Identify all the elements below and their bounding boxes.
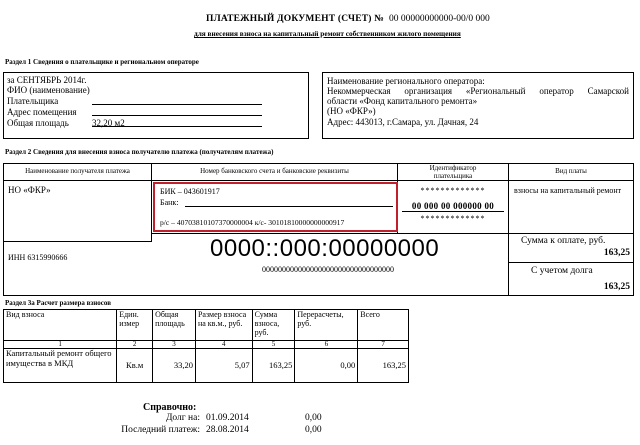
section1-title: Раздел 1 Сведения о плательщике и региональном операторе [5, 58, 199, 66]
barcode-code: 0000::000:00000000 [210, 235, 440, 262]
area-label: Общая площадь [7, 118, 69, 128]
recipient-header: Наименование получателя платежа [25, 167, 130, 175]
col-number: 7 [358, 341, 409, 349]
col-header-total: Всего [358, 310, 409, 341]
col-number: 1 [4, 341, 117, 349]
row-area: 33,20 [153, 349, 196, 383]
col-number: 3 [153, 341, 196, 349]
col-number: 5 [252, 341, 295, 349]
area-underline [92, 126, 262, 127]
amount-bottom-line [508, 262, 634, 263]
payer-fio-label: ФИО (наименование) [7, 85, 90, 95]
row-rate: 5,07 [195, 349, 252, 383]
operator-line4: (НО «ФКР») [327, 106, 376, 116]
reference-title: Справочно: [143, 402, 197, 413]
col-header-unit: Един. измер [117, 310, 153, 341]
section3-title: Раздел 3а Расчет размера взносов [5, 299, 111, 307]
identifier-stars-bottom: ************* [420, 214, 486, 223]
col-header-type: Вид взноса [4, 310, 117, 341]
document-title [206, 14, 384, 24]
calc-table [3, 309, 409, 383]
col-header-sum: Сумма взноса, руб. [252, 310, 295, 341]
row-unit: Кв.м [117, 349, 153, 383]
row-recalc: 0,00 [295, 349, 358, 383]
barcode-small-code: 000000000000000000000000000000000 [262, 265, 394, 274]
payer-label: Плательщика [7, 96, 59, 106]
col-header-area: Общая площадь [153, 310, 196, 341]
row-total: 163,25 [358, 349, 409, 383]
section2-col3-line [508, 163, 509, 296]
bank-account: р/с – 40703810107370000004 к/с- 30101810000000000917 [160, 218, 345, 227]
bank-label: Банк: [160, 198, 179, 207]
row-sum: 163,25 [252, 349, 295, 383]
address-label: Адрес помещения [7, 107, 77, 117]
col-number: 6 [295, 341, 358, 349]
col-header-rate: Размер взноса на кв.м., руб. [195, 310, 252, 341]
debt-label: С учетом долга [531, 266, 593, 276]
identifier-value: 00 000 00 000000 00 [411, 201, 495, 211]
identifier-underline [402, 211, 504, 212]
area-value: 32,20 м2 [92, 118, 125, 128]
amount-value: 163,25 [603, 248, 630, 258]
bank-bik: БИК – 043601917 [160, 187, 220, 196]
document-subtitle: для внесения взноса на капитальный ремонт собственником жилого помещения [194, 29, 461, 38]
document-number: 00 00000000000-00/0 000 [389, 14, 490, 24]
reference-debt-label: Долг на: [165, 413, 200, 423]
recipient-name: НО «ФКР» [8, 185, 51, 195]
section2-mid-line [151, 233, 508, 234]
col-number: 2 [117, 341, 153, 349]
reference-last-date: 28.08.2014 [206, 425, 249, 435]
payer-underline [92, 104, 262, 105]
payer-period: за СЕНТЯБРЬ 2014г. [7, 75, 87, 85]
row-name: Капитальный ремонт общего имущества в МКД [4, 349, 117, 383]
identifier-header: Идентификатор плательщика [429, 164, 477, 180]
section2-header-line [3, 180, 634, 181]
amount-top-line [508, 233, 634, 234]
col-header-recalc: Перерасчеты, руб. [295, 310, 358, 341]
amount-label: Сумма к оплате, руб. [521, 236, 606, 246]
identifier-stars-top: ************* [420, 186, 486, 195]
reference-debt-value: 0,00 [305, 413, 322, 423]
reference-last-value: 0,00 [305, 425, 322, 435]
section2-lower-line [3, 241, 152, 242]
col-number: 4 [195, 341, 252, 349]
debt-value: 163,25 [603, 282, 630, 292]
reference-debt-date: 01.09.2014 [206, 413, 249, 423]
section2-title: Раздел 2 Сведения для внесения взноса получателю платежа (получателям платежа) [5, 148, 274, 156]
type-header: Вид платы [555, 167, 587, 175]
payment-type: взносы на капитальный ремонт [514, 186, 622, 195]
reference-last-label: Последний платеж: [121, 425, 200, 435]
recipient-inn: ИНН 6315990666 [8, 253, 68, 262]
address-underline [92, 115, 262, 116]
bank-header: Номер банковского счета и банковские реквизиты [200, 167, 349, 175]
operator-line5: Адрес: 443013, г.Самара, ул. Дачная, 24 [327, 117, 479, 127]
operator-line1: Наименование регионального оператора: [327, 76, 485, 86]
document-title-text: ПЛАТЕЖНЫЙ ДОКУМЕНТ (СЧЕТ) № [206, 14, 384, 24]
operator-line2: Некоммерческая организация «Региональный оператор Самарской [327, 86, 629, 96]
operator-line3: области «Фонд капитального ремонта» [327, 96, 478, 106]
bank-underline [185, 206, 393, 207]
